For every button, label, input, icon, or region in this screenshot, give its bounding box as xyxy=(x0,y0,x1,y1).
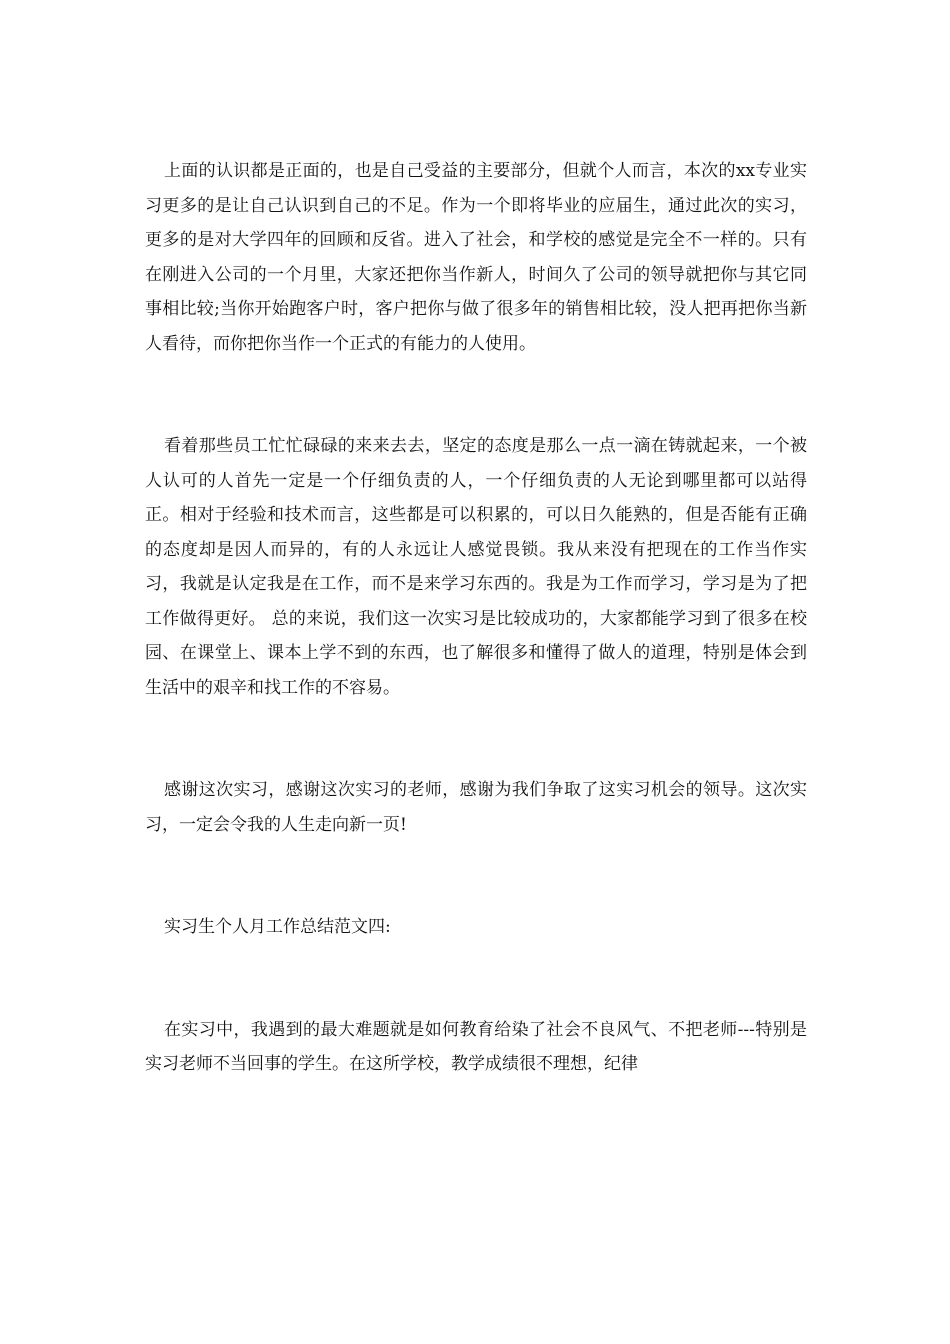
paragraph-3: 感谢这次实习，感谢这次实习的老师，感谢为我们争取了这实习机会的领导。这次实习，一定会令我的人生走向新一页! xyxy=(145,780,807,835)
paragraph-gap xyxy=(145,945,807,1013)
paragraph-gap xyxy=(145,361,807,429)
paragraph-gap xyxy=(145,842,807,910)
paragraph-gap xyxy=(145,705,807,773)
document-body xyxy=(145,154,807,1082)
paragraph-2: 看着那些员工忙忙碌碌的来来去去，坚定的态度是那么一点一滴在铸就起来，一个被人认可的人首先一定是一个仔细负责的人，一个仔细负责的人无论到哪里都可以站得正。相对于经验和技术而言，这些都是可以积累的，可以日久能熟的，但是否能有正确的态度却是因人而异的，有的人永远让人感觉畏锁。我从来没有把现在的工作当作实习，我就是认定我是在工作，而不是来学习东西的。我是为工作而学习，学习是为了把工作做得更好。 总的来说，我们这一次实习是比较成功的，大家都能学习到了很多在校园、在课堂上、课本上学不到的东西，也了解很多和懂得了做人的道理，特别是体会到生活中的艰辛和找工作的不容易。 xyxy=(145,436,807,698)
paragraph-1: 上面的认识都是正面的，也是自己受益的主要部分，但就个人而言，本次的xx专业实习更多的是让自己认识到自己的不足。作为一个即将毕业的应届生，通过此次的实习，更多的是对大学四年的回顾和反省。进入了社会，和学校的感觉是完全不一样的。只有在刚进入公司的一个月里，大家还把你当作新人，时间久了公司的领导就把你与其它同事相比较;当你开始跑客户时，客户把你与做了很多年的销售相比较，没人把再把你当新人看待，而你把你当作一个正式的有能力的人使用。 xyxy=(145,161,807,354)
section-heading: 实习生个人月工作总结范文四: xyxy=(164,917,391,937)
paragraph-4: 在实习中，我遇到的最大难题就是如何教育给染了社会不良风气、不把老师---特别是实习老师不当回事的学生。在这所学校，教学成绩很不理想，纪律 xyxy=(145,1019,807,1074)
